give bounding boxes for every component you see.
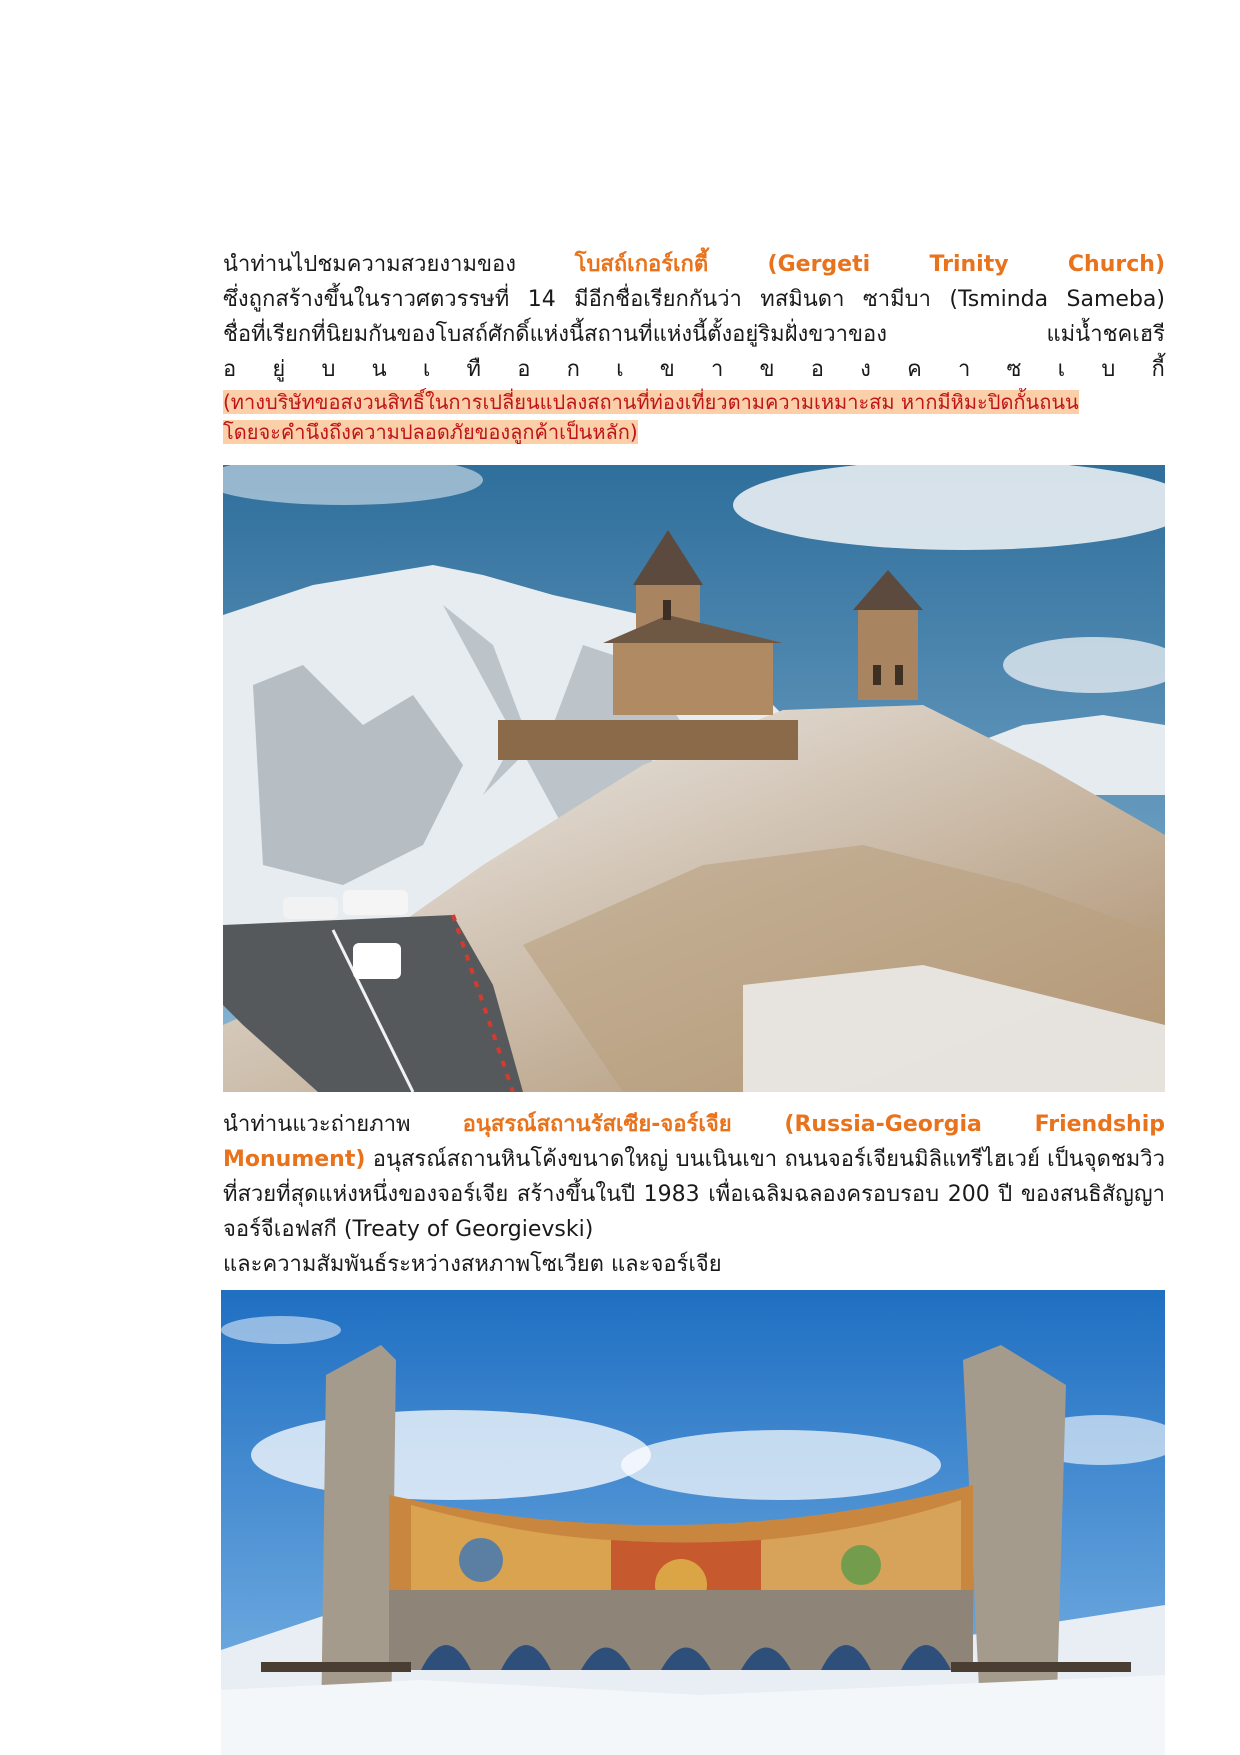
spread-char: ข [659, 357, 675, 382]
spread-char: อ [517, 357, 531, 382]
monument-intro: นำท่านแวะถ่ายภาพ [223, 1112, 463, 1137]
gergeti-title: โบสถ์เกอร์เกตี้ (Gergeti Trinity Church) [574, 252, 1165, 277]
spread-char: บ [1101, 357, 1116, 382]
spread-char: ยู่ [272, 357, 286, 382]
spread-char: น [371, 357, 387, 382]
spread-char: อ [810, 357, 824, 382]
monument-paragraph [223, 1107, 1165, 1247]
spread-char: ซ [1006, 357, 1022, 382]
friendship-monument-photo [221, 1290, 1165, 1755]
monument-last-line: และความสัมพันธ์ระหว่างสหภาพโซเวียต และจอร์เจีย [223, 1252, 722, 1277]
spread-char: ง [860, 357, 871, 382]
spread-char: อ [223, 357, 237, 382]
spread-char: กี้ [1151, 357, 1165, 382]
spread-char: ค [907, 357, 922, 382]
gergeti-church-photo [223, 465, 1165, 1092]
spread-char: า [957, 357, 971, 382]
spread-char: ก [566, 357, 580, 382]
monument-body: อนุสรณ์สถานหินโค้งขนาดใหญ่ บนเนินเขา ถนนจอร์เจียนมิลิแทรีไฮเวย์ เป็นจุดชมวิวที่สวยที่สุดแห่งหนึ่งของจอร์เจีย สร้างขึ้นในปี 1983 เพื่อเฉลิมฉลองครอบรอบ 200 ปี ของสนธิสัญญาจอร์จีเอฟสกี (Treaty of Georgievski) [223, 1147, 1165, 1242]
spread-char: ข [759, 357, 775, 382]
gergeti-line-3: ชื่อที่เรียกที่นิยมกันของโบสถ์ศักดิ์แห่งนี้สถานที่แห่งนี้ตั้งอยู่ริมฝั่งขวาของ แม่น้ำชคเฮรี [223, 322, 1165, 347]
monument-title: อนุสรณ์สถานรัสเซีย-จอร์เจีย (Russia-Georgia Friendship Monument) [223, 1112, 1165, 1172]
gergeti-intro: นำท่านไปชมความสวยงามของ [223, 252, 575, 277]
gergeti-line-4 [223, 352, 1165, 387]
gergeti-paragraph [223, 247, 1165, 282]
disclaimer-line-2: โดยจะคำนึงถึงความปลอดภัยของลูกค้าเป็นหลัก) [223, 420, 638, 444]
disclaimer-line-1: (ทางบริษัทขอสงวนสิทธิ์ในการเปลี่ยนแปลงสถานที่ท่องเที่ยวตามความเหมาะสม หากมีหิมะปิดกั้นถนน [223, 390, 1079, 414]
spread-char: เ [616, 357, 624, 382]
spread-char: ทื [466, 357, 482, 382]
spread-char: า [711, 357, 724, 382]
section-gergeti [223, 247, 1165, 447]
spread-char: บ [321, 357, 336, 382]
section-friendship-monument [223, 1107, 1165, 1282]
spread-char: เ [1057, 357, 1066, 382]
gergeti-line-2: ซึ่งถูกสร้างขึ้นในราวศตวรรษที่ 14 มีอีกชื่อเรียกกันว่า ทสมินดา ซามีบา (Tsminda Sameba) [223, 287, 1165, 312]
disclaimer-note [223, 387, 1165, 447]
spread-char: เ [422, 357, 431, 382]
